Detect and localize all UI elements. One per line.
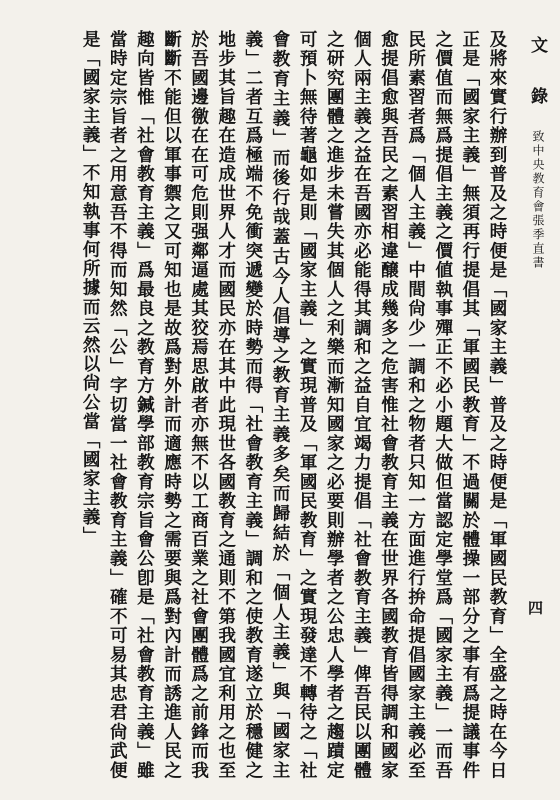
body-paragraph: 及將來實行辦到普及之時便是「國家主義」普及之時便是「軍國民教育」全盛之時在今日正是「國家主義」無須再行提倡其「軍國民教育」不過關於體操一部分之事有爲提議事件之價值而無爲提倡主義之價値執事殫正不必小題大做但當認定學堂爲「國家主義」一而吾民所素習者爲「個人主義」中間尙少一調和之物者只知一方面進行拚命提倡國家主義必至愈提倡愈與吾民之素習相違醸成幾多之危害惟社會教育主義在世界各國教育皆得調和國家個人兩主義之益在吾國亦必能得其調和之益自宜竭力提倡「社會教育主義」俾吾民以團體之研究團體之進步未嘗失其個人之利樂而漸知國家之必要則辦學者之公忠人學者之趨蹟定可預卜無待著龜如是則「國家主義」之實現普及「軍國民教育」之實現發達不轉待之「社會教育主義」而後行哉蓋古今人倡導之教育主義多矣而歸結於「個人主義」與「國家主義」二者互爲極端不免衝突遞變於時勢而得「社會教育主義」調和之使教育遂立於穩健之地步其旨趣在造成世界人才而國民亦在其中此現世各國教育之通則不第我國宜利用之也至於吾國邊徼在在可危則强鄰逼處其狡焉思啟者亦無不以工商百業之社會團體爲之前鋒而我斷斷不能但以軍事禦之又可知也是故爲對外計而適應時勢之需要與爲對內計而誘進人民之趣向皆惟「社會教育主義」爲最良之教育方鍼學部教育宗旨會公卽是「社會教育主義」雖當時定宗旨者之用意吾不得而知然「公」字切當一社會教育主義」確不可易其忠君尙武便是「國家主義」不知執事何所據而云然以尙公當「國家主義」 xyxy=(80,30,507,780)
section-label: 文 錄 xyxy=(527,36,547,118)
body-text xyxy=(20,30,510,780)
article-title: 致中央教育會張季直書 xyxy=(531,130,545,270)
page-header xyxy=(520,0,560,800)
page-number: 四 xyxy=(526,600,544,615)
